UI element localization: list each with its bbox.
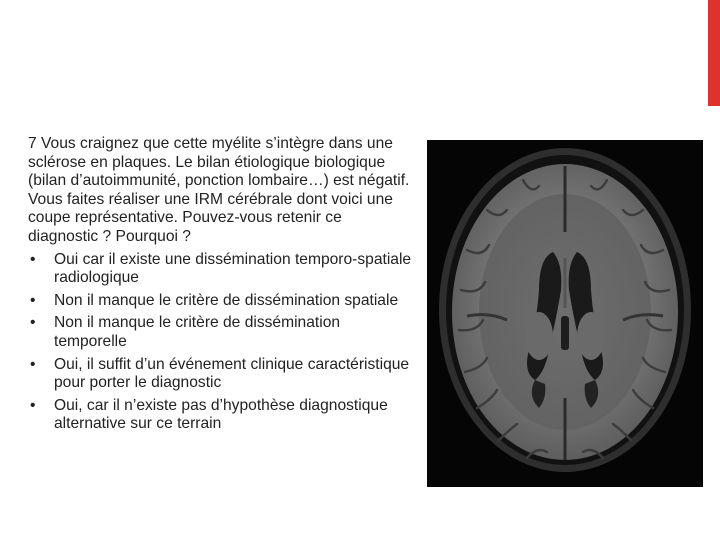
answer-option-text: Non il manque le critère de dissémination spatiale: [54, 291, 399, 309]
answer-option-text: Oui, il suffit d’un événement clinique caractéristique pour porter le diagnostic: [54, 355, 410, 392]
answer-options: [28, 251, 413, 434]
answer-option: [28, 397, 413, 434]
answer-option: [28, 251, 413, 288]
accent-bar: [708, 0, 720, 106]
answer-option: [28, 314, 413, 351]
answer-option-text: Oui car il existe une dissémination temporo-spatiale radiologique: [54, 250, 412, 287]
bullet-icon: •: [30, 396, 36, 414]
bullet-icon: •: [30, 250, 36, 268]
question-block: [28, 135, 413, 434]
bullet-icon: •: [30, 291, 36, 309]
question-text: 7 Vous craignez que cette myélite s’intègre dans une sclérose en plaques. Le bilan étiologique biologique (bilan d’autoimmunité, ponction lombaire…) est négatif. Vous faites réaliser une IRM cérébrale dont voici une coupe représentative. Pouvez-vous retenir ce diagnostic ? Pourquoi ?: [28, 135, 410, 245]
answer-option: [28, 356, 413, 393]
answer-option-text: Non il manque le critère de dissémination temporelle: [54, 314, 341, 350]
bullet-icon: •: [30, 314, 36, 332]
brain-mri-axial-flair-icon: [427, 140, 703, 487]
bullet-icon: •: [30, 355, 36, 373]
answer-option: [28, 292, 413, 311]
answer-option-text: Oui, car il n’existe pas d’hypothèse diagnostique alternative sur ce terrain: [54, 396, 388, 433]
